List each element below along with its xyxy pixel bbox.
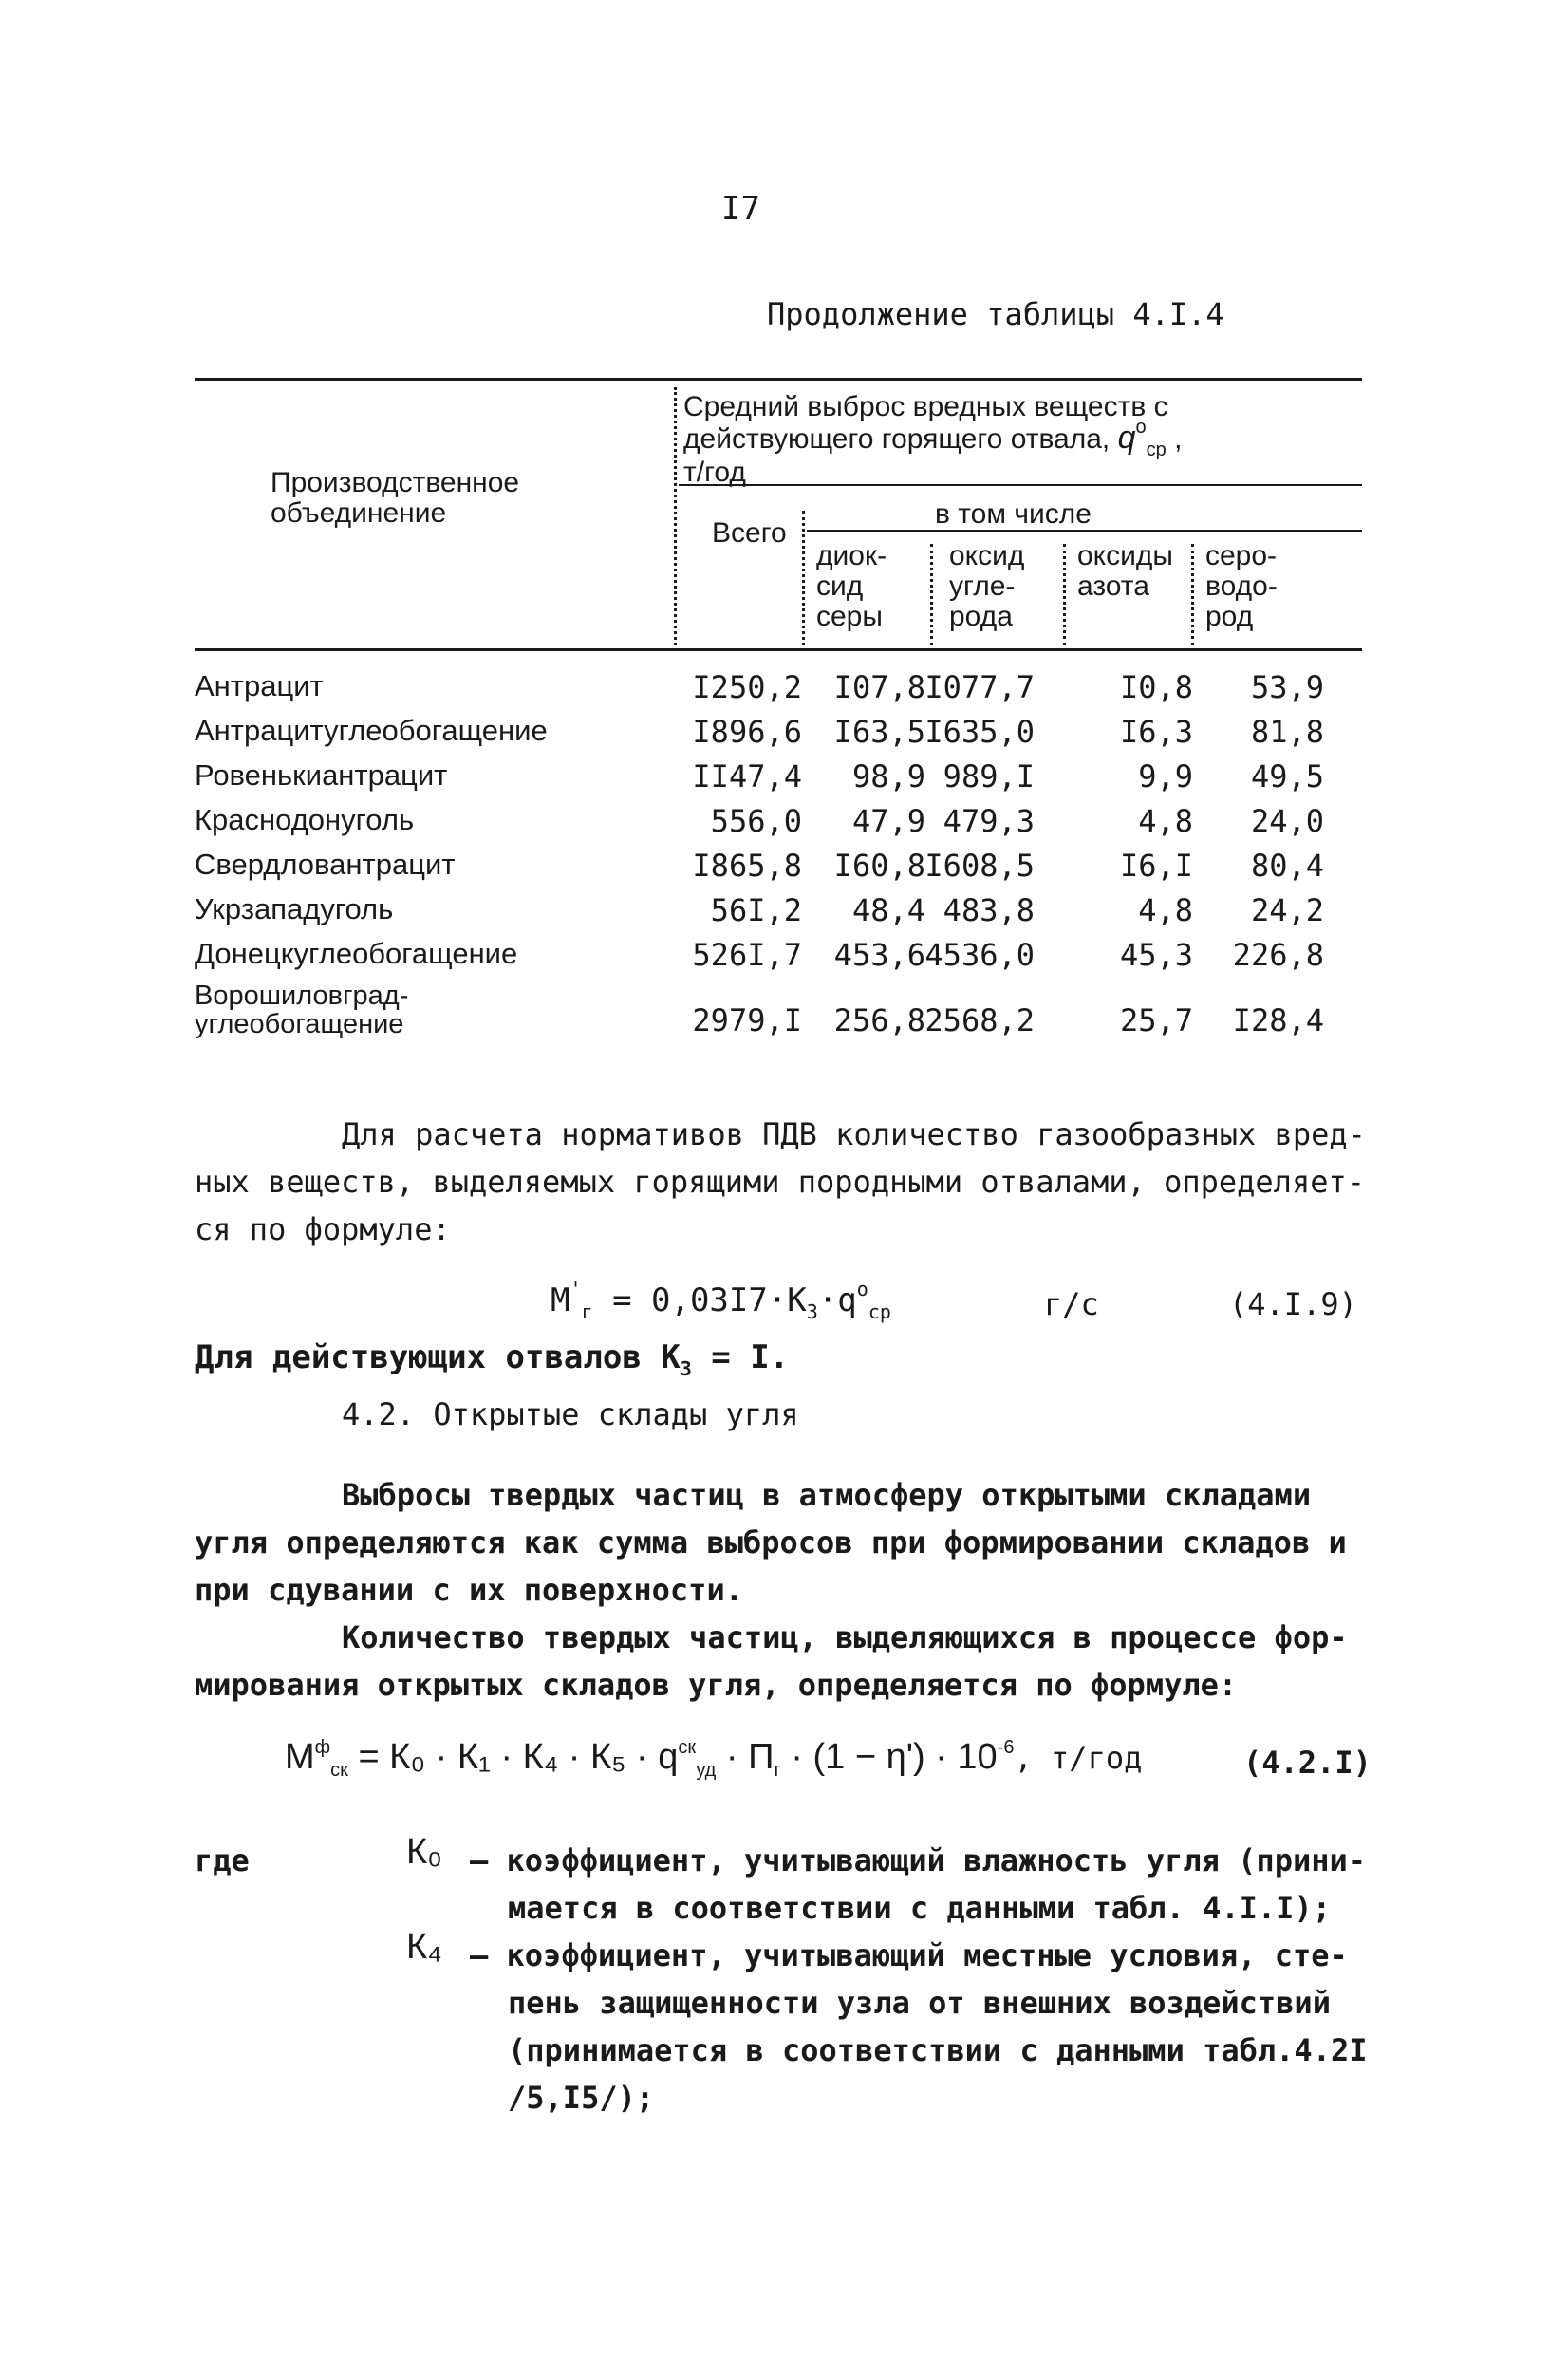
formula-4-1-9: $М'_г = 0,03I7\cdot К_3\cdot q^о_{ср}$ (551, 1278, 891, 1323)
formula-4-1-9-unit: г/с (1044, 1286, 1099, 1322)
table-row: Ровенькиантрацит II47,4 98,9 989,I 9,9 49,5 (195, 758, 1324, 794)
col-so2-header: диок- сид серы (816, 540, 887, 632)
table-caption: Продолжение таблицы 4.I.4 (767, 296, 1224, 332)
page-number: I7 (721, 190, 760, 228)
including-label: в том числе (935, 498, 1092, 530)
paragraph-formation: Количество твердых частиц, выделяющихся в процессе фор- мирования открытых складов угля, определяется по формуле: (195, 1619, 1348, 1703)
table-row: Свердловантрацит I865,8 I60,8 I608,5 I6,I 80,4 (195, 848, 1324, 884)
col-org-header: Производственное объединение (271, 467, 520, 529)
table-header-bottom-rule (195, 648, 1362, 651)
table-top-rule (195, 378, 1362, 381)
incl-rule (807, 530, 1362, 532)
section-title: 4.2. Открытые склады угля (342, 1396, 799, 1432)
table-row: Укрзападуголь 56I,2 48,4 483,8 4,8 24,2 (195, 892, 1324, 928)
table-row: Краснодонуголь 556,0 47,9 479,3 4,8 24,0 (195, 803, 1324, 839)
def-k4: – коэффициент, учитывающий местные условия, сте- пень защищенности узла от внешних воздействий (принимается в соответствии с данными табл.4.2I /5,I5/); (470, 1937, 1368, 2116)
note-k3: Для действующих отвалов $К_3 = I$. (195, 1338, 790, 1380)
col-co-header: оксид угле- рода (949, 540, 1025, 632)
divider-org (674, 387, 677, 645)
formula-4-1-9-number: (4.I.9) (1229, 1286, 1357, 1322)
table-row: Донецкуглеобогащение 526I,7 453,6 4536,0 45,3 226,8 (195, 937, 1324, 973)
divider-co (1063, 544, 1066, 645)
col-h2s-header: серо- водо- род (1205, 540, 1278, 632)
where-label: где (195, 1842, 250, 1878)
col-nox-header: оксиды азота (1077, 540, 1173, 602)
table-row: Ворошиловград- углеобогащение 2979,I 256,8 2568,2 25,7 I28,4 (195, 981, 1324, 1039)
formula-4-2-1: $М^ф_{ск} = К_0 \cdot К_1 \cdot К_4 \cdot К_5 \cdot q^{ск}_{уд} \cdot П_г \cdot (1 - \eta') \cdot 10^{-6}$, т/год (285, 1737, 1143, 1781)
paragraph-solid-particles: Выбросы твердых частиц в атмосферу открытыми складами угля определяются как сумма выбросов при формировании складов и при сдувании с их поверхности. (195, 1477, 1347, 1608)
row-name-two-line: Ворошиловград- углеобогащение (195, 981, 409, 1039)
divider-so2 (930, 544, 933, 645)
formula-4-2-1-number: (4.2.I) (1243, 1745, 1372, 1781)
col-total-header: Всего (712, 517, 787, 549)
def-k0: – коэффициент, учитывающий влажность угля (прини- мается в соответствии с данными табл. 4.I.I); (470, 1842, 1367, 1926)
def-symbol-k4: К₄ (406, 1927, 442, 1967)
table-row: Антрацит I250,2 I07,8 I077,7 I0,8 53,9 (195, 669, 1324, 705)
table-header (195, 378, 1362, 653)
paragraph-pdv: Для расчета нормативов ПДВ количество газообразных вред- ных веществ, выделяемых горящими породными отвалами, определяет- ся по формуле: (195, 1116, 1366, 1247)
divider-total (802, 511, 805, 645)
emission-header: Средний выброс вредных веществ с действующего горящего отвала, $q^о_{ср}$ , т/год (683, 391, 1183, 488)
def-symbol-k0: К₀ (406, 1832, 442, 1872)
table-row: Антрацитуглеобогащение I896,6 I63,5 I635,0 I6,3 81,8 (195, 714, 1324, 750)
divider-nox (1191, 544, 1194, 645)
table-body (195, 669, 1362, 1057)
